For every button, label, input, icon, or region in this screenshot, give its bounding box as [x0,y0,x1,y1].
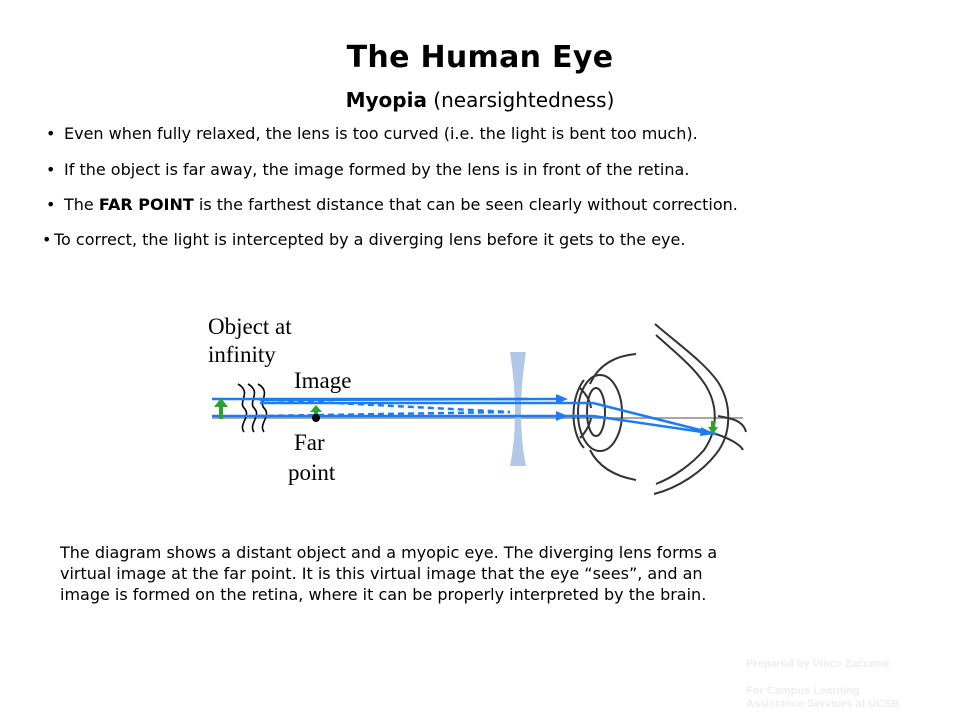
bullet-text: Even when fully relaxed, the lens is too curved (i.e. the light is bent too much). [64,124,698,143]
bullet-item [46,160,689,179]
object-arrow-shaft [219,406,223,419]
bullet-text-after: is the farthest distance that can be seen clearly without correction. [193,195,738,214]
light-rays [212,399,716,434]
bullet-text: To correct, the light is intercepted by a diverging lens before it gets to the eye. [54,230,686,249]
bullet-dot: • [46,124,56,143]
bullet-text: If the object is far away, the image formed by the lens is in front of the retina. [64,160,690,179]
label-image: Image [294,368,352,393]
retinal-image-arrow-shaft [711,421,715,428]
eye-lens [587,388,605,436]
label-far: Far [294,430,325,455]
ray-arrowhead-2 [556,411,568,421]
ray-diverged-top [260,399,558,400]
credits [746,658,956,711]
break-mark-2 [248,384,257,432]
eye-sclera-inner [656,335,715,484]
page-title: The Human Eye [346,40,614,75]
bullet-dot: • [46,195,56,214]
subtitle-rest: (nearsightedness) [426,88,615,112]
break-mark-1 [238,384,247,432]
far-point-dot [312,414,320,422]
eye [574,324,747,494]
eye-iris [578,375,622,451]
subtitle-term: Myopia [345,88,427,112]
credit-author: Prepared by Vince Zaccone [746,658,890,670]
page-subtitle [0,88,960,112]
bullet-text-before: The [64,195,99,214]
bullet-item [42,230,685,249]
bullet-item [46,195,738,214]
label-object-at: Object at [208,314,292,339]
eye-lid-upper [590,354,636,384]
virtual-image-arrow-head [310,405,322,412]
diagram-caption: The diagram shows a distant object and a myopic eye. The diverging lens forms a virtual image at the far point. It is this virtual image that the eye “sees”, and an image is formed on the retina, where it can be properly interpreted by the brain. [60,543,718,604]
bullet-item [46,124,698,143]
bullet-dot: • [46,160,56,179]
bullet-keyword: FAR POINT [98,195,194,214]
infinity-break-marks [238,384,267,432]
label-point: point [288,460,336,485]
label-infinity: infinity [208,342,276,367]
diverging-lens [510,352,526,466]
eye-lid-lower [590,450,636,480]
myopia-diagram-svg [198,300,758,500]
break-mark-3 [258,384,267,432]
myopia-diagram [198,300,758,500]
credit-org: For Campus Learning Assistance Services at UCSB [746,685,900,710]
eye-sclera-outer [654,324,728,494]
bullet-dot: • [42,230,52,249]
